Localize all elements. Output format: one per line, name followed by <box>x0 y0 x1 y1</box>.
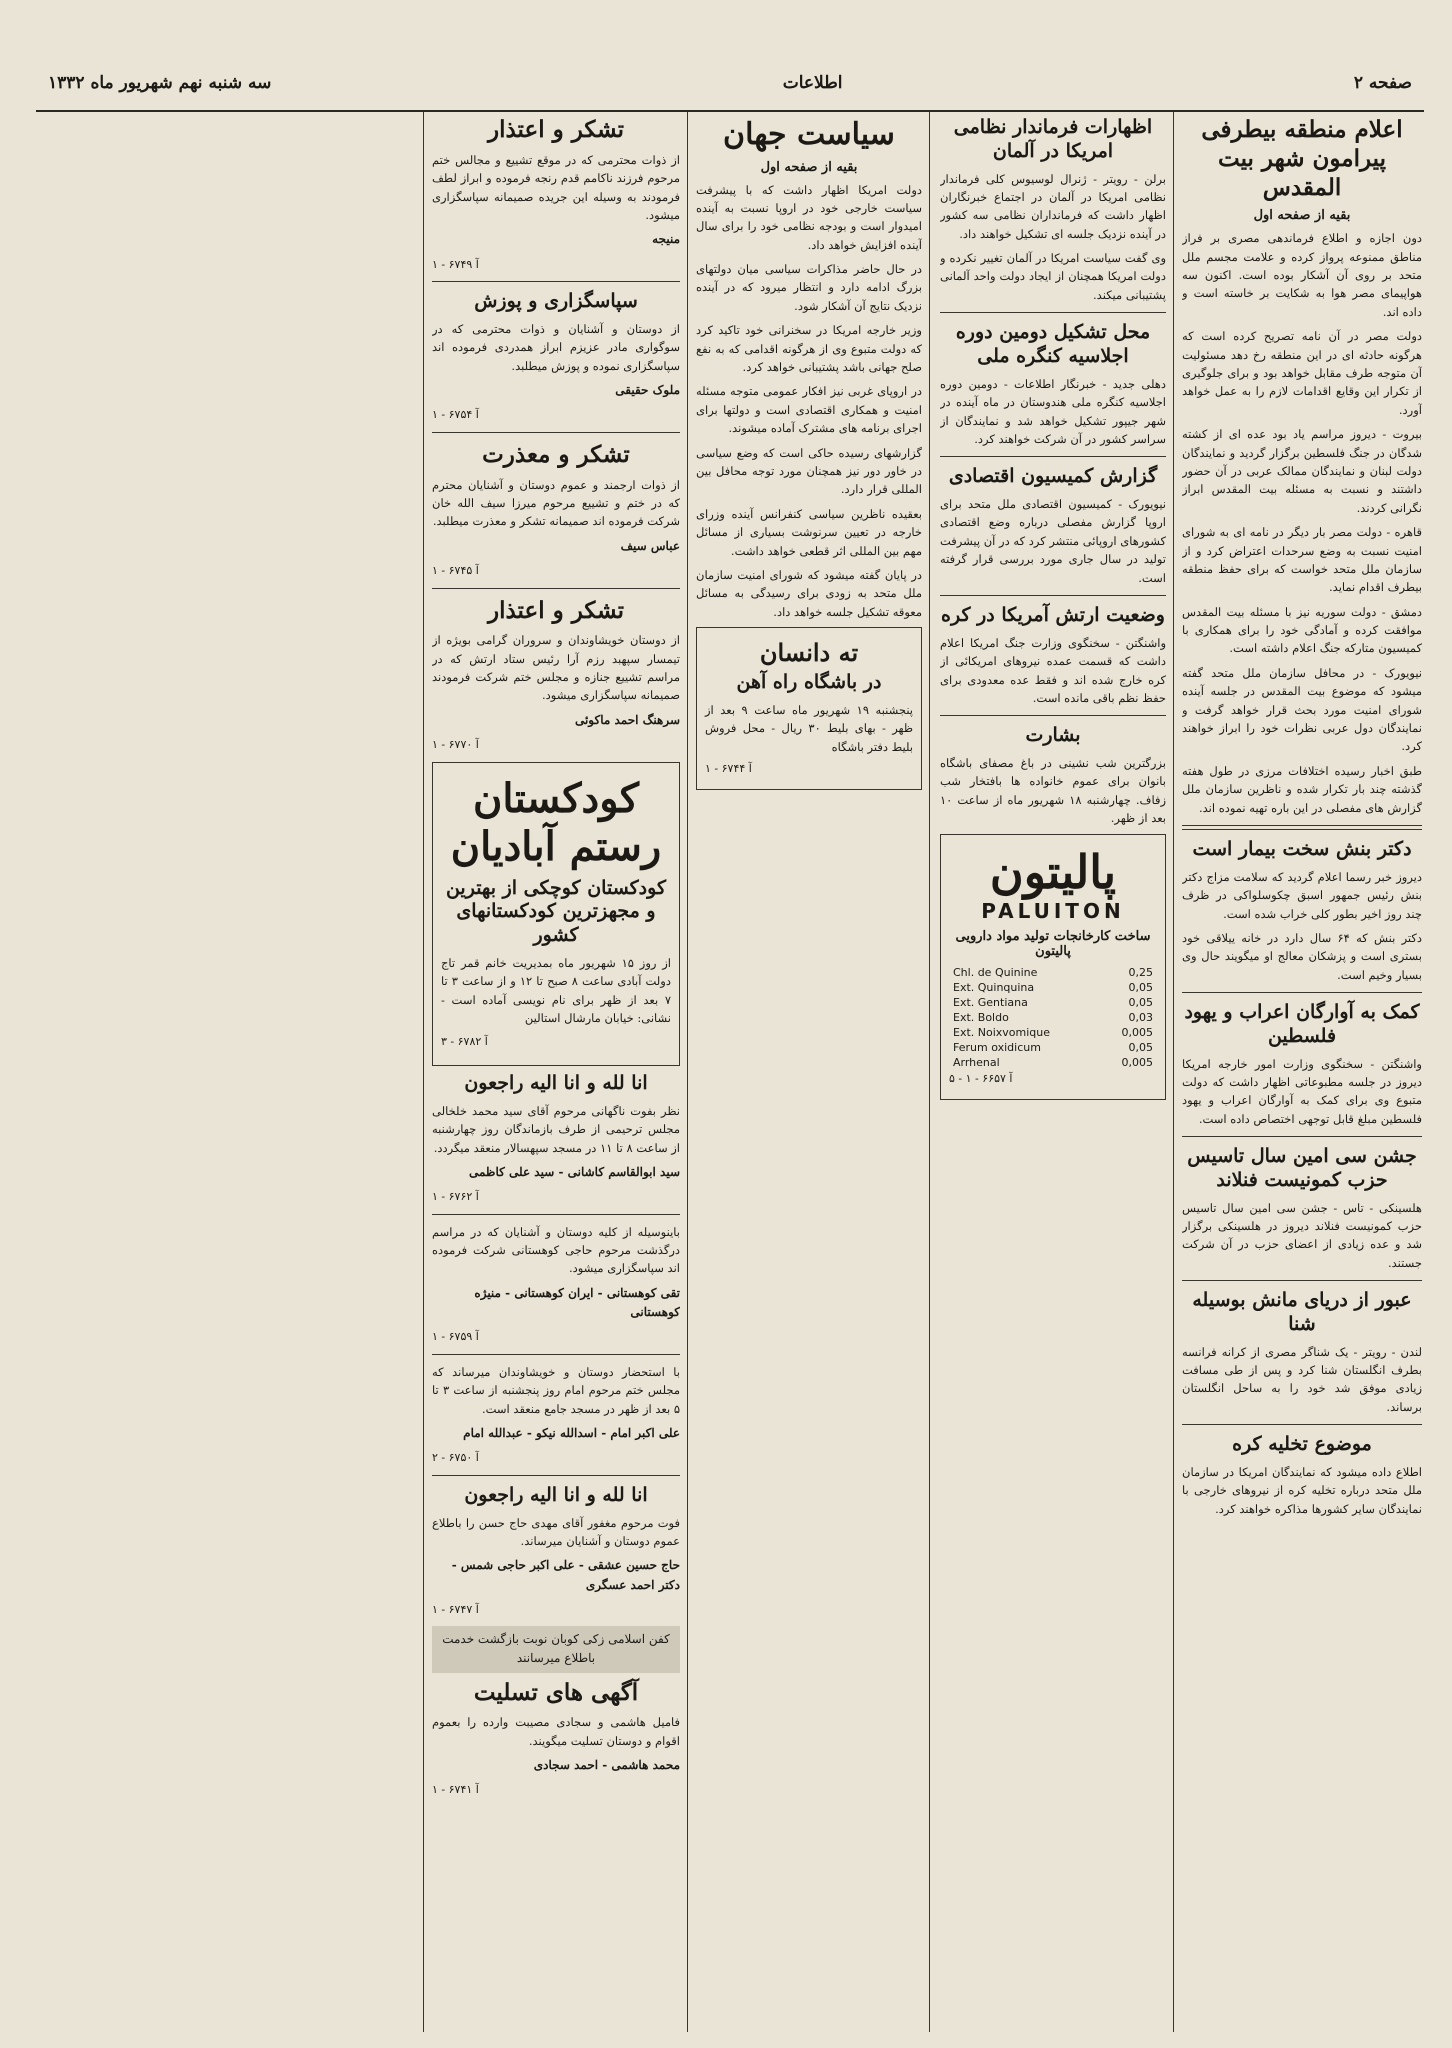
column-2 <box>940 112 1166 2032</box>
notice-reference: آ ۶۷۵۴ - ۱ <box>432 408 479 422</box>
notice-title: تشکر و معذرت <box>482 440 630 468</box>
notice-body: فوت مرحوم مغفور آقای مهدی حاج حسن را باطلاع عموم دوستان و آشنایان میرساند. <box>432 1515 680 1548</box>
ingredient-name: Arrhenal <box>953 1055 1000 1069</box>
article-paragraph: دهلی جدید - خبرنگار اطلاعات - دومین دوره اجلاسیه کنگره ملی هندوستان در ماه آینده در شهر جیپور تشکیل خواهد شد و نمایندگان از سراسر کشور در آن شرکت خواهند کرد. <box>940 376 1166 446</box>
divider <box>432 1214 680 1215</box>
divider <box>940 715 1166 716</box>
ingredient-table <box>949 965 1157 1070</box>
divider <box>432 1475 680 1476</box>
article-paragraph: وزیر خارجه امریکا در سخنرانی خود تاکید کرد که دولت متبوع وی از هرگونه اقدامی که به نفع صلح جهانی باشد پشتیبانی خواهد کرد. <box>696 323 922 375</box>
headline-refugees: کمک به آوارگان اعراب و یهود فلسطین <box>1184 1001 1420 1047</box>
ad-palitone <box>940 834 1166 1100</box>
divider <box>940 312 1166 313</box>
notice-body: از دوستان و آشنایان و ذوات محترمی که در سوگواری مادر عزیزم ابراز همدردی فرموده اند سپاسگزاری نموده و پوزش میطلبد. <box>432 321 680 373</box>
ad-subtitle: در باشگاه راه آهن <box>736 671 882 694</box>
paper-title: اطلاعات <box>782 73 843 93</box>
headline-jerusalem: اعلام منطقه بیطرفی پیرامون شهر بیت المقدس <box>1201 116 1403 201</box>
ad-subtitle: کودکستان کوچکی از بهترین و مجهزترین کودکستانهای کشور <box>445 876 667 947</box>
article-paragraph: طبق اخبار رسیده اختلافات مرزی در طول هفته گذشته چند بار تکرار شده و ناظرین سازمان ملل گزارش های مفصلی در این باره تهیه نموده اند. <box>1182 763 1422 815</box>
notice-reference: آ ۶۷۵۹ - ۱ <box>432 1330 479 1344</box>
column-4-notices <box>432 112 680 2032</box>
divider <box>432 432 680 433</box>
article-paragraph: واشنگتن - سخنگوی وزارت جنگ امریکا اعلام داشت که قسمت عمده نیروهای امریکائی از کره خارج شده اند و فقط عده معدودی برای حفظ نظم باقی مانده است. <box>940 635 1166 705</box>
ad-title: ته دانسان <box>759 638 859 668</box>
notice-title: سپاسگزاری و پوزش <box>474 290 638 313</box>
notice-signature: سرهنگ احمد ماکوئی <box>574 712 680 727</box>
ad-reference: آ ۶۷۴۴ - ۱ <box>705 762 752 776</box>
article-paragraph: بزرگترین شب نشینی در باغ مصفای باشگاه بانوان برای عموم خانواده ها بافتخار شب زفاف. چهارشنبه ۱۸ شهریور ماه از ساعت ۱۰ بعد از ظهر. <box>940 756 1166 826</box>
article-paragraph: بیروت - دیروز مراسم یاد بود عده ای از کشته شدگان در جنگ فلسطین برگزار گردید و نمایندگان دولت لبنان و نمایندگان ممالک عربی در آن حضور داشتند و نسبت به مسئله بیت المقدس ابراز نگرانی کردند. <box>1182 427 1422 515</box>
divider <box>432 588 680 589</box>
headline-benes: دکتر بنش سخت بیمار است <box>1192 837 1412 860</box>
column-rule <box>687 112 688 2032</box>
divider <box>1182 825 1422 830</box>
ad-the-dansant <box>696 627 922 790</box>
notice-title: انا لله و انا الیه راجعون <box>464 1072 648 1094</box>
palitone-logo: پالیتون <box>989 844 1117 899</box>
ad-reference: آ ۶۶۵۷ - ۱ - ۵ <box>949 1071 1013 1085</box>
table-row <box>949 995 1157 1010</box>
table-row <box>949 1055 1157 1070</box>
article-paragraph: هلسینکی - تاس - جشن سی امین سال تاسیس حزب کمونیست فنلاند دیروز در هلسینکی برگزار شد و عده زیادی از اعضای حزب در آن شرکت جستند. <box>1182 1200 1422 1270</box>
notice-signature: تقی کوهستانی - ایران کوهستانی - منیژه کوهستانی <box>474 1285 680 1320</box>
ad-body: پنجشنبه ۱۹ شهریور ماه ساعت ۹ بعد از ظهر - بهای بلیط ۳۰ ریال - محل فروش بلیط دفتر باشگاه <box>705 702 913 754</box>
notice-reference: آ ۶۷۴۵ - ۱ <box>432 563 479 577</box>
notice-reference: آ ۶۷۶۲ - ۱ <box>432 1190 479 1204</box>
article-paragraph: لندن - رویتر - یک شناگر مصری از کرانه فرانسه بطرف انگلستان شنا کرد و پس از طی مسافت زیادی موفق شد خود را به ساحل انگلستان برساند. <box>1182 1344 1422 1414</box>
ingredient-name: Chl. de Quinine <box>953 965 1038 979</box>
table-row <box>949 1025 1157 1040</box>
notice-signature: حاج حسین عشقی - علی اکبر حاجی شمس - دکتر احمد عسگری <box>451 1558 680 1592</box>
article-paragraph: دمشق - دولت سوریه نیز با مسئله بیت المقدس موافقت کرده و آمادگی خود را برای همکاری با کمیسیون متارکه جنگ اعلام داشته است. <box>1182 604 1422 656</box>
article-paragraph: در حال حاضر مذاکرات سیاسی میان دولتهای بزرگ ادامه دارد و انتظار میرود که در آینده نزدیک نتایج آن آشکار شود. <box>696 262 922 313</box>
article-paragraph: نیویورک - کمیسیون اقتصادی ملل متحد برای اروپا گزارش مفصلی درباره وضع اقتصادی کشورهای اروپائی منتشر کرد که در آن پیشرفت تولید در سال جاری مورد بررسی قرار گرفته است. <box>940 497 1166 585</box>
ingredient-name: Ext. Gentiana <box>953 995 1028 1009</box>
ingredient-name: Ext. Boldo <box>953 1010 1009 1024</box>
table-row <box>949 1040 1157 1055</box>
divider <box>1182 992 1422 993</box>
headline-economic-commission: گزارش کمیسیون اقتصادی <box>948 465 1158 488</box>
article-paragraph: قاهره - دولت مصر بار دیگر در نامه ای به شورای امنیت نسبت به وضع سرحدات اعتراض کرد و از سازمان ملل متحد خواست که برای حفظ منطقه بیطرف اقدام نماید. <box>1182 525 1422 595</box>
notice-reference: آ ۶۷۴۹ - ۱ <box>432 257 479 271</box>
notice-signature: منیجه <box>652 232 680 247</box>
column-3 <box>696 112 922 2032</box>
notice-signature: عباس سیف <box>620 538 680 553</box>
headline-finland: جشن سی امین سال تاسیس حزب کمونیست فنلاند <box>1187 1145 1417 1191</box>
column-1 <box>1182 112 1422 2032</box>
notice-body: از ذوات محترمی که در موقع تشییع و مجالس ختم مرحوم فرزند ناکامم قدم رنجه فرموده و ابراز لطف فرمودند به وسیله این جریده صمیمانه سپاسگزاری میشود. <box>432 152 680 222</box>
ingredient-name: Ext. Noixvomique <box>953 1025 1051 1039</box>
table-row <box>949 1010 1157 1025</box>
headline-world-politics: سیاست جهان <box>723 117 895 152</box>
article-paragraph: در پایان گفته میشود که شورای امنیت سازمان ملل متحد به زودی برای رسیدگی به مسائل معوقه تشکیل جلسه خواهد داد. <box>696 567 922 619</box>
article-paragraph: وی گفت سیاست امریکا در آلمان تغییر نکرده و دولت امریکا همچنان از ایجاد دولت واحد آلمانی پشتیبانی میکند. <box>940 251 1166 302</box>
continued-note: بقیه از صفحه اول <box>1253 208 1351 224</box>
article-paragraph: دون اجازه و اطلاع فرماندهی مصری بر فراز مناطق ممنوعه پرواز کرده و علامت مجسم ملل متحد بر روی آن آشکار بوده است. اکنون سه هواپیمای مصر هوا به شکایت بر خاسته است و داده اند. <box>1182 231 1422 319</box>
headline-congress: محل تشکیل دومین دوره اجلاسیه کنگره ملی <box>955 321 1151 367</box>
divider <box>432 281 680 282</box>
article-paragraph: دولت مصر در آن نامه تصریح کرده است که هرگونه حادثه ای در این منطقه رخ دهد مسئولیت آن متوجه طرف مقابل خواهد بود و برای جلوگیری از تکرار این وقایع اقدامات لازم را به عمل خواهد آورد. <box>1182 329 1422 417</box>
issue-date: سه شنبه نهم شهریور ماه ۱۳۳۲ <box>48 73 272 93</box>
notice-body: از دوستان خویشاوندان و سروران گرامی بویژه از تیمسار سپهبد رزم آرا رئیس ستاد ارتش که در مراسم تشییع جنازه و مجلس ختم شرکت فرمودند صمیمانه سپاسگزاری میشود. <box>432 633 680 703</box>
divider <box>940 456 1166 457</box>
notice-body: از ذوات ارجمند و عموم دوستان و آشنایان محترم که در ختم و تشییع مرحوم میرزا سیف الله خان شرکت فرموده اند صمیمانه تشکر و معذرت میطلبد. <box>432 477 680 529</box>
table-row <box>949 980 1157 995</box>
article-paragraph: دولت امریکا اظهار داشت که با پیشرفت سیاست خارجی خود در اروپا نسبت به آینده امیدوار است و بودجه نظامی خود را برای سال آینده افزایش خواهد داد. <box>696 182 922 252</box>
headline-korea: موضوع تخلیه کره <box>1232 1433 1372 1456</box>
masthead <box>36 56 1424 112</box>
notice-signature: علی اکبر امام - اسدالله نیکو - عبدالله امام <box>463 1426 680 1441</box>
ingredient-qty: 0,03 <box>1128 1010 1153 1024</box>
notice-title: آگهی های تسلیت <box>473 1678 639 1706</box>
notice-body: با استحضار دوستان و خویشاوندان میرساند که مجلس ختم مرحوم امام روز پنجشنبه از ساعت ۳ تا ۵ بعد از ظهر در مسجد جامع منعقد است. <box>432 1364 680 1416</box>
notice-body: نظر بفوت ناگهانی مرحوم آقای سید محمد خلخالی مجلس ترحیمی از طرف بازماندگان روز چهارشنبه از ساعت ۸ تا ۱۱ در مسجد سپهسالار منعقد میگردد. <box>432 1103 680 1155</box>
headline-channel-swim: عبور از دریای مانش بوسیله شنا <box>1192 1289 1412 1335</box>
article-paragraph: دیروز خبر رسما اعلام گردید که سلامت مزاج دکتر بنش رئیس جمهور اسبق چکوسلواکی در ظرف چند روز اخیر بطور کلی خراب شده است. <box>1182 869 1422 921</box>
article-paragraph: اطلاع داده میشود که نمایندگان امریکا در سازمان ملل متحد درباره تخلیه کره از نیروهای خارجی با نمایندگان سایر کشورها مذاکره خواهند کرد. <box>1182 1465 1422 1516</box>
notice-reference: آ ۶۷۴۱ - ۱ <box>432 1783 479 1797</box>
article-paragraph: برلن - رویتر - ژنرال لوسیوس کلی فرماندار نظامی امریکا در آلمان در اجتماع خبرنگاران اظهار داشت که فرمانداران نظامی سه کشور در آینده نزدیک جلسه ای تشکیل خواهند داد. <box>940 171 1166 241</box>
divider <box>940 595 1166 596</box>
column-rule <box>423 112 424 2032</box>
ingredient-qty: 0,005 <box>1121 1055 1153 1069</box>
headline-clay: اظهارات فرماندار نظامی امریکا در آلمان <box>953 116 1153 162</box>
notice-signature: محمد هاشمی - احمد سجادی <box>533 1758 680 1773</box>
column-rule <box>929 112 930 2032</box>
notice-signature: سید ابوالقاسم کاشانی - سید علی کاظمی <box>468 1164 680 1179</box>
ad-reference: آ ۶۷۸۲ - ۳ <box>441 1035 488 1049</box>
palitone-latin: PALUITON <box>981 898 1125 923</box>
column-rule <box>1173 112 1174 2032</box>
ingredient-name: Ferum oxidicum <box>953 1040 1041 1054</box>
notice-signature: ملوک حقیقی <box>615 383 680 398</box>
notice-reference: آ ۶۷۵۰ - ۲ <box>432 1451 479 1465</box>
palitone-caption: ساخت کارخانجات تولید مواد دارویی پالیتون <box>955 928 1151 959</box>
notice-reference: آ ۶۷۴۷ - ۱ <box>432 1602 479 1616</box>
ingredient-qty: 0,005 <box>1121 1025 1153 1039</box>
ad-title: کودکستان رستم آبادیان <box>450 774 662 870</box>
article-paragraph: نیویورک - در محافل سازمان ملل متحد گفته میشود که موضوع بیت المقدس در جلسه آینده شورای امنیت مورد بحث قرار خواهد گرفت و نمایندگان دول عربی نظرات خود را ابراز خواهند کرد. <box>1182 665 1422 754</box>
article-paragraph: بعقیده ناظرین سیاسی کنفرانس آینده وزرای خارجه در تعیین سرنوشت بسیاری از مسائل مهم بین المللی اثر قطعی خواهد داشت. <box>696 506 922 558</box>
headline-announcement: بشارت <box>1025 724 1081 747</box>
headline-korea-army: وضعیت ارتش آمریکا در کره <box>941 604 1165 626</box>
notice-reference: آ ۶۷۷۰ - ۱ <box>432 738 479 751</box>
ingredient-qty: 0,25 <box>1128 965 1153 979</box>
article-paragraph: واشنگتن - سخنگوی وزارت امور خارجه امریکا دیروز در جلسه مطبوعاتی اظهار داشت که دولت متبوع وی برای کمک به آوارگان اعراب و یهود فلسطین مبلغ قابل توجهی اختصاص داده است. <box>1182 1056 1422 1126</box>
ad-kindergarten <box>432 762 680 1066</box>
divider <box>432 1354 680 1355</box>
page-number: صفحه ۲ <box>1353 73 1412 93</box>
article-paragraph: در اروپای غربی نیز افکار عمومی متوجه مسئله امنیت و همکاری اقتصادی است و دولتها برای اجرای برنامه های مشترک آماده میشوند. <box>696 384 922 436</box>
ingredient-name: Ext. Quinquina <box>953 980 1035 994</box>
ingredient-qty: 0,05 <box>1128 980 1153 994</box>
shaded-notice-band: کفن اسلامی زکی کوبان نوبت بازگشت خدمت باطلاع میرسانند <box>432 1626 680 1672</box>
ingredient-qty: 0,05 <box>1128 1040 1153 1054</box>
divider <box>1182 1280 1422 1281</box>
table-row <box>949 965 1157 980</box>
notice-body: فامیل هاشمی و سجادی مصیبت وارده را بعموم اقوام و دوستان تسلیت میگویند. <box>432 1715 680 1748</box>
ad-body: از روز ۱۵ شهریور ماه بمدیریت خانم قمر تاج دولت آبادی ساعت ۸ صبح تا ۱۲ و از ساعت ۳ تا ۷ بعد از ظهر برای نام نویسی آماده است - نشانی: خیابان مارشال استالین <box>441 955 671 1026</box>
notice-title: تشکر و اعتذار <box>487 116 625 143</box>
notice-body: باینوسیله از کلیه دوستان و آشنایان که در مراسم درگذشت مرحوم حاجی کوهستانی شرکت فرموده اند سپاسگزاری میشود. <box>432 1224 680 1276</box>
article-paragraph: گزارشهای رسیده حاکی است که وضع سیاسی در خاور دور نیز همچنان مورد توجه محافل بین المللی قرار دارد. <box>696 445 922 497</box>
divider <box>1182 1136 1422 1137</box>
ingredient-qty: 0,05 <box>1128 995 1153 1009</box>
divider <box>1182 1424 1422 1425</box>
notice-title: انا لله و انا الیه راجعون <box>464 1483 648 1506</box>
continued-note: بقیه از صفحه اول <box>760 159 858 175</box>
notice-title: تشکر و اعتذار <box>487 596 625 624</box>
article-paragraph: دکتر بنش که ۶۴ سال دارد در خانه ییلاقی خود بستری است و پزشکان معالج او میگویند حال وی بسیار وخیم است. <box>1182 930 1422 982</box>
